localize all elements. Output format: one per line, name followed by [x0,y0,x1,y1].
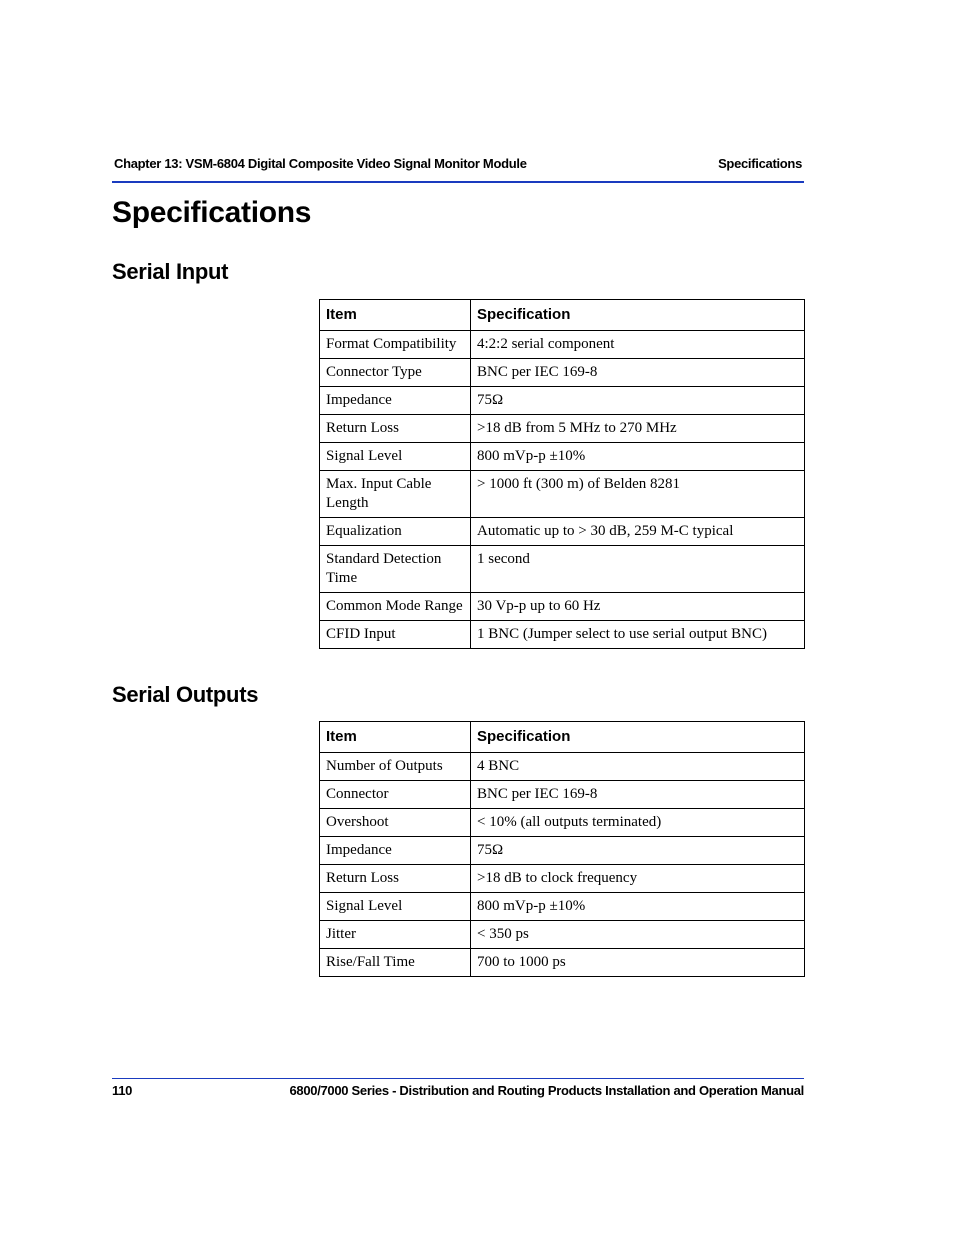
item-cell: CFID Input [320,621,471,649]
item-cell: Connector Type [320,359,471,387]
table-row [320,865,805,893]
item-cell: Rise/Fall Time [320,949,471,977]
item-cell: Signal Level [320,893,471,921]
table-row [320,415,805,443]
specification-cell: BNC per IEC 169-8 [471,781,805,809]
specification-cell: > 1000 ft (300 m) of Belden 8281 [471,471,805,518]
specification-cell: 800 mVp-p ±10% [471,893,805,921]
specification-cell: 75Ω [471,837,805,865]
specification-cell: 30 Vp-p up to 60 Hz [471,593,805,621]
page-number: 110 [112,1083,133,1098]
manual-title: 6800/7000 Series - Distribution and Routing Products Installation and Operation Manual [289,1083,804,1098]
item-cell: Impedance [320,837,471,865]
item-cell: Return Loss [320,415,471,443]
serial-input-rows [320,331,805,649]
column-header: Item [320,722,471,753]
table-row [320,387,805,415]
specification-cell: 700 to 1000 ps [471,949,805,977]
item-cell: Common Mode Range [320,593,471,621]
specification-cell: 4 BNC [471,753,805,781]
table-row [320,753,805,781]
table-row [320,781,805,809]
item-cell: Equalization [320,518,471,546]
specification-cell: 75Ω [471,387,805,415]
specification-cell: < 10% (all outputs terminated) [471,809,805,837]
item-cell: Return Loss [320,865,471,893]
chapter-title: Chapter 13: VSM-6804 Digital Composite Video Signal Monitor Module [114,156,527,171]
specification-cell: Automatic up to > 30 dB, 259 M-C typical [471,518,805,546]
item-cell: Standard Detection Time [320,546,471,593]
serial-outputs-rows [320,753,805,977]
table-row [320,546,805,593]
table-row [320,893,805,921]
table-row [320,518,805,546]
table-row [320,837,805,865]
item-cell: Impedance [320,387,471,415]
specification-cell: < 350 ps [471,921,805,949]
specification-cell: BNC per IEC 169-8 [471,359,805,387]
specification-cell: >18 dB to clock frequency [471,865,805,893]
table-row [320,621,805,649]
specification-cell: 4:2:2 serial component [471,331,805,359]
page-title: Specifications [112,196,312,229]
table-row [320,331,805,359]
specification-cell: 1 BNC (Jumper select to use serial output BNC) [471,621,805,649]
serial-outputs-heading: Serial Outputs [112,682,259,707]
item-cell: Overshoot [320,809,471,837]
table-row [320,921,805,949]
column-header: Item [320,300,471,331]
table-row [320,949,805,977]
table-row [320,359,805,387]
specification-cell: >18 dB from 5 MHz to 270 MHz [471,415,805,443]
column-header: Specification [471,300,805,331]
table-row [320,593,805,621]
specification-cell: 1 second [471,546,805,593]
item-cell: Jitter [320,921,471,949]
table-row [320,443,805,471]
item-cell: Format Compatibility [320,331,471,359]
serial-input-heading: Serial Input [112,259,229,284]
column-header: Specification [471,722,805,753]
section-title: Specifications [718,156,802,171]
item-cell: Signal Level [320,443,471,471]
running-header [112,154,804,183]
item-cell: Number of Outputs [320,753,471,781]
specification-cell: 800 mVp-p ±10% [471,443,805,471]
table-row [320,809,805,837]
serial-input-table [319,299,805,649]
table-header-row [320,722,805,753]
item-cell: Max. Input Cable Length [320,471,471,518]
item-cell: Connector [320,781,471,809]
table-row [320,471,805,518]
table-header-row [320,300,805,331]
page-footer [112,1078,804,1103]
serial-outputs-table [319,721,805,977]
